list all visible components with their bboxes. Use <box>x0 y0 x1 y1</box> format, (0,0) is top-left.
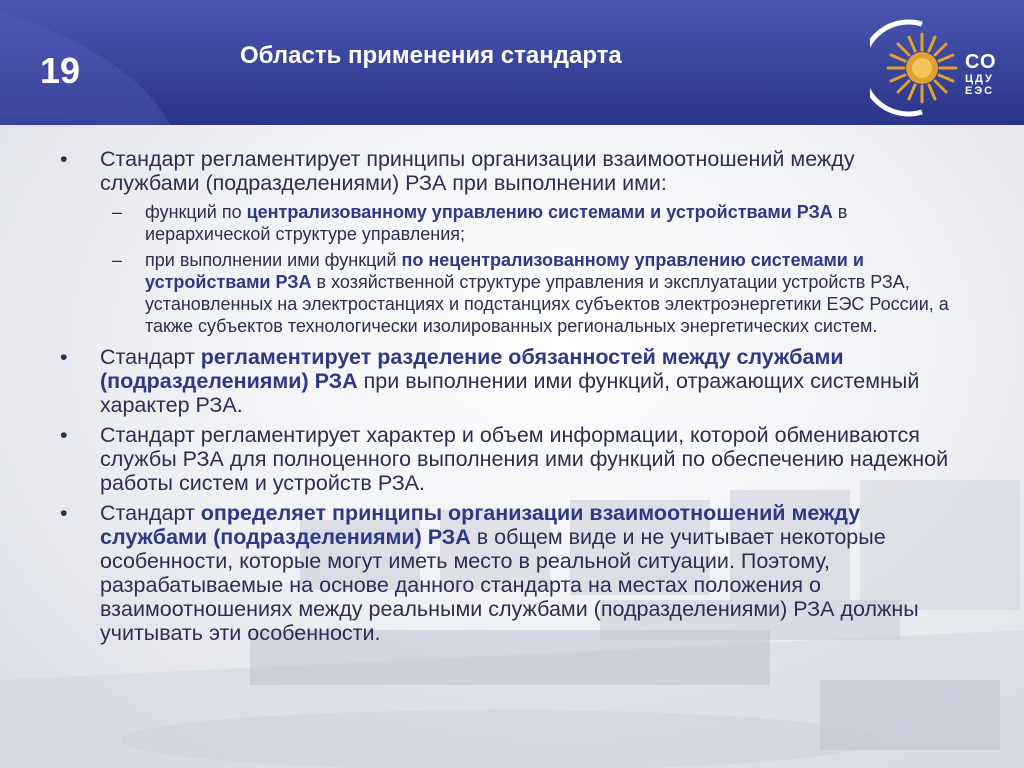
bullet-4-text-b: в общем виде и не учитывает некоторые особенности, которые могут иметь место в реальной ситуации. Поэтому, разрабатываемые на основе данного стандарта на местах положения о взаимоотношениях между реальными службами (подразделениями) РЗА должны учитывать эти особенности. <box>100 525 919 645</box>
logo-line-3: ЕЭС <box>965 85 995 97</box>
slide-title: Область применения стандарта <box>240 42 622 69</box>
bullet-1 <box>60 147 960 195</box>
sub-bullet-1-2-text-b: в хозяйственной структуре управления и эксплуатации устройств РЗА, установленных на электростанциях и подстанциях субъектов электроэнергетики ЕЭС России, а также субъектов технологически изолированных региональных энергетических систем. <box>145 272 949 336</box>
bullet-2-text-a: Стандарт <box>100 345 201 369</box>
sub-bullet-1-1-emphasis: централизованному управлению системами и устройствами РЗА <box>246 202 833 222</box>
logo-line-1: СО <box>965 51 997 73</box>
bullet-marker: • <box>60 501 68 525</box>
bullet-4-text-a: Стандарт <box>100 501 201 525</box>
sub-bullet-1-2-emphasis: по нецентрализованному управлению системами и устройствами РЗА <box>145 250 864 292</box>
sub-bullet-1-1-text-b: в иерархической структуре управления; <box>145 202 848 244</box>
bullet-marker: • <box>60 345 68 369</box>
bullet-3-text: Стандарт регламентирует характер и объем информации, которой обмениваются службы РЗА для полноценного выполнения ими функций по обеспечению надежной работы систем и устройств РЗА. <box>100 423 949 495</box>
sub-bullet-1-1-text-a: функций по <box>145 202 247 222</box>
bullet-1-text: Стандарт регламентирует принципы организации взаимоотношений между службами (подразделениями) РЗА при выполнении ими: <box>100 147 855 195</box>
bullet-2 <box>60 345 960 417</box>
sub-bullet-marker: – <box>112 202 123 222</box>
bullet-4 <box>60 501 960 645</box>
sub-bullet-1-1 <box>60 201 960 245</box>
slide-content <box>60 147 960 651</box>
logo-text <box>965 52 997 97</box>
bullet-3 <box>60 423 960 495</box>
bullet-2-text-b: при выполнении ими функций, отражающих системный характер РЗА. <box>100 369 920 417</box>
bullet-4-emphasis: определяет принципы организации взаимоотношений между службами (подразделениями) РЗА <box>100 501 861 549</box>
slide-number: 19 <box>40 50 81 91</box>
bullet-marker: • <box>60 423 68 447</box>
sub-bullet-1-2-text-a: при выполнении ими функций <box>145 250 402 270</box>
sub-bullet-1-2 <box>60 249 960 337</box>
bullet-marker: • <box>60 147 68 171</box>
logo-line-2: ЦДУ <box>965 73 994 85</box>
sub-bullet-marker: – <box>112 250 123 270</box>
bullet-2-emphasis: регламентирует разделение обязанностей между службами (подразделениями) РЗА <box>100 345 844 393</box>
